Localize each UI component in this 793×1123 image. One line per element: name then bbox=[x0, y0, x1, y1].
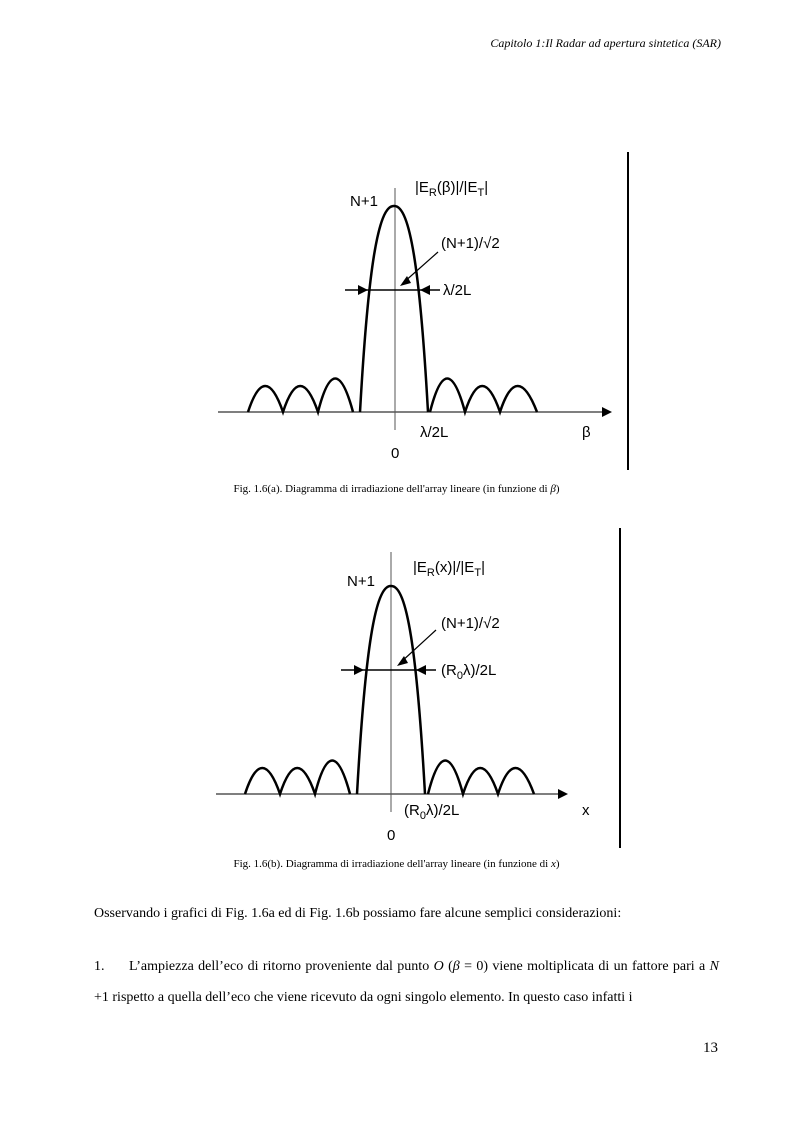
figure-a-plot bbox=[0, 140, 793, 480]
fig-b-width-label: $(R_0\lambda)/2L$ bbox=[441, 662, 497, 682]
fig-b-origin-label: 0 bbox=[387, 827, 396, 844]
fig-b-ylabel: $|E_R(x)|/|E_T|$ bbox=[413, 559, 485, 579]
fig-b-xlabel: x bbox=[582, 802, 590, 819]
list-item-number: 1. bbox=[94, 959, 105, 974]
fig-b-pointer-line bbox=[400, 630, 436, 663]
figure-b-plot bbox=[0, 522, 793, 862]
fig-b-sidelobes-right bbox=[428, 761, 534, 795]
fig-b-halfpower-label: (N+1)/√2 bbox=[441, 615, 500, 632]
figure-b-caption: Fig. 1.6(b). Diagramma di irradiazione dell'array lineare (in funzione di x) bbox=[233, 858, 560, 870]
figure-a-caption: Fig. 1.6(a). Diagramma di irradiazione dell'array lineare (in funzione di β) bbox=[233, 483, 560, 495]
fig-b-peak-label: N+1 bbox=[347, 573, 375, 590]
fig-a-halfpower-label: (N+1)/√2 bbox=[441, 235, 500, 252]
fig-a-mainlobe bbox=[360, 206, 428, 412]
fig-a-x-arrow bbox=[602, 407, 612, 417]
fig-a-width-arrow-left bbox=[358, 285, 368, 295]
fig-a-origin-label: 0 bbox=[391, 445, 400, 462]
fig-b-width-arrow-right bbox=[416, 665, 426, 675]
fig-a-ylabel: $|E_R(\beta)|/|E_T|$ bbox=[415, 179, 489, 199]
fig-a-xlabel: β bbox=[582, 424, 591, 441]
running-header: Capitolo 1:Il Radar ad apertura sintetica (SAR) bbox=[490, 36, 721, 50]
fig-a-width-label: λ/2L bbox=[443, 282, 472, 299]
fig-b-x-arrow bbox=[558, 789, 568, 799]
list-item-1: 1. L’ampiezza dell’eco di ritorno proveniente dal punto O (β = 0) viene moltiplicata di un fattore pari a N +1 rispetto a quella dell’eco che viene ricevuto da ogni singolo elemento. In questo caso infatti i bbox=[94, 951, 719, 1013]
fig-a-width-arrow-right bbox=[420, 285, 430, 295]
fig-a-peak-label: N+1 bbox=[350, 193, 378, 210]
fig-b-width-arrow-left bbox=[354, 665, 364, 675]
fig-a-null-label: λ/2L bbox=[420, 424, 449, 441]
intro-paragraph: Osservando i grafici di Fig. 1.6a ed di Fig. 1.6b possiamo fare alcune semplici considerazioni: bbox=[94, 906, 622, 921]
fig-b-sidelobes-left bbox=[245, 761, 350, 795]
fig-a-sidelobes-right bbox=[430, 379, 537, 413]
fig-b-null-label: $(R_0\lambda)/2L$ bbox=[404, 802, 460, 822]
page-number: 13 bbox=[703, 1040, 718, 1056]
fig-a-sidelobes-left bbox=[248, 379, 353, 413]
